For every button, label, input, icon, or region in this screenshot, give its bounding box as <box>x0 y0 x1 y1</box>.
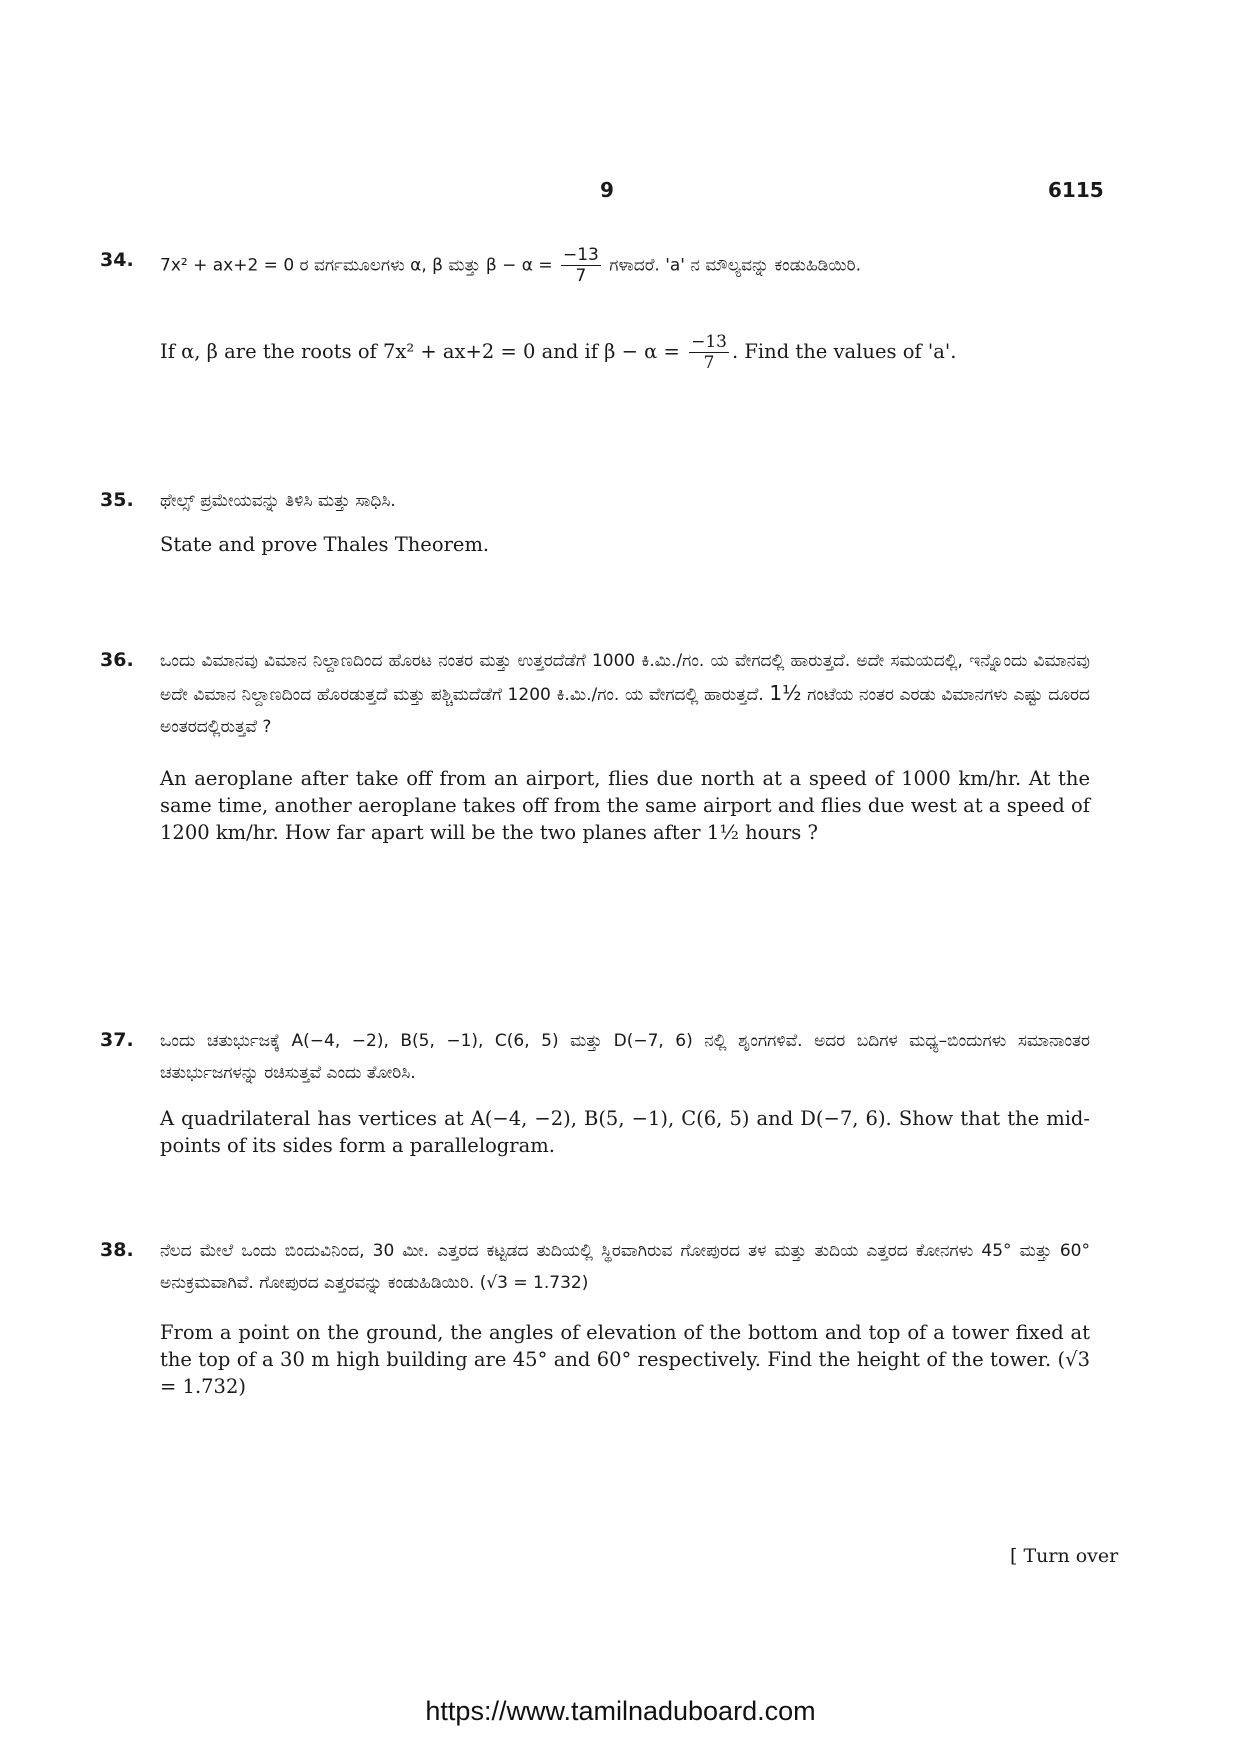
footer-url[interactable]: https://www.tamilnaduboard.com <box>425 1696 816 1726</box>
question-english: If α, β are the roots of 7x² + ax+2 = 0 and if β − α = $\frac{-13}{7}$ . Find the values of 'a'. <box>160 332 957 373</box>
question-number: 36. <box>100 649 134 671</box>
mixed-number: 1½ <box>769 681 802 705</box>
turn-over-note: [ Turn over <box>1010 1545 1119 1567</box>
question-37 <box>100 1025 1090 1159</box>
question-number: 34. <box>100 249 134 271</box>
question-kannada: ಒಂದು ವಿಮಾನವು ವಿಮಾನ ನಿಲ್ದಾಣದಿಂದ ಹೊರಟ ನಂತರ ಮತ್ತು ಉತ್ತರದೆಡೆಗೆ 1000 ಕಿ.ಮಿ./ಗಂ. ಯ ವೇಗದಲ್ಲಿ ಹಾರುತ್ತದೆ. ಅದೇ ಸಮಯದಲ್ಲಿ, ಇನ್ನೊಂದು ವಿಮಾನವು ಅದೇ ವಿಮಾನ ನಿಲ್ದಾಣದಿಂದ ಹೊರಡುತ್ತದೆ ಮತ್ತು ಪಶ್ಚಿಮದೆಡೆಗೆ 1200 ಕಿ.ಮಿ./ಗಂ. ಯ ವೇಗದಲ್ಲಿ ಹಾರುತ್ತದೆ. 1½ ಗಂಟೆಯ ನಂತರ ಎರಡು ವಿಮಾನಗಳು ಎಷ್ಟು ದೂರದ ಅಂತರದಲ್ಲಿರುತ್ತವೆ ? <box>160 651 1091 737</box>
question-35 <box>100 485 1090 558</box>
question-number: 35. <box>100 489 134 511</box>
mixed-number: 1½ <box>706 820 739 844</box>
question-english: State and prove Thales Theorem. <box>160 533 490 556</box>
question-english: An aeroplane after take off from an airport, flies due north at a speed of 1000 km/hr. At the same time, another aeroplane takes off from the same airport and flies due west at a speed of 1200 km/hr. How far apart will be the two planes after 1½ hours ? <box>160 767 1090 844</box>
paper-code: 6115 <box>1048 178 1104 202</box>
question-english: A quadrilateral has vertices at A(−4, −2), B(5, −1), C(6, 5) and D(−7, 6). Show that the mid-points of its sides form a parallelogram. <box>160 1107 1090 1157</box>
question-number: 38. <box>100 1239 134 1261</box>
question-kannada: 7x² + ax+2 = 0 ರ ವರ್ಗಮೂಲಗಳು α, β ಮತ್ತು β − α = $\frac{-13}{7}$ ಗಳಾದರೆ. 'a' ನ ಮೌಲ್ಯವನ್ನು ಕಂಡುಹಿಡಿಯಿರಿ. <box>160 245 861 286</box>
fraction: $\frac{-13}{7}$ <box>563 245 599 286</box>
question-number: 37. <box>100 1029 134 1051</box>
question-english: From a point on the ground, the angles of elevation of the bottom and top of a tower fixed at the top of a 30 m high building are 45° and 60° respectively. Find the height of the tower. (√3 = 1.732) <box>160 1321 1090 1398</box>
page-number: 9 <box>600 178 614 202</box>
question-38 <box>100 1235 1090 1400</box>
question-36 <box>100 645 1090 846</box>
question-kannada: ನೆಲದ ಮೇಲೆ ಒಂದು ಬಿಂದುವಿನಿಂದ, 30 ಮೀ. ಎತ್ತರದ ಕಟ್ಟಡದ ತುದಿಯಲ್ಲಿ ಸ್ಥಿರವಾಗಿರುವ ಗೋಪುರದ ತಳ ಮತ್ತು ತುದಿಯ ಎತ್ತರದ ಕೋನಗಳು 45° ಮತ್ತು 60° ಅನುಕ್ರಮವಾಗಿವೆ. ಗೋಪುರದ ಎತ್ತರವನ್ನು ಕಂಡುಹಿಡಿಯಿರಿ. (√3 = 1.732) <box>160 1241 1090 1293</box>
fraction: $\frac{-13}{7}$ <box>691 332 727 373</box>
question-kannada: ಒಂದು ಚತುರ್ಭುಜಕ್ಕೆ A(−4, −2), B(5, −1), C(6, 5) ಮತ್ತು D(−7, 6) ನಲ್ಲಿ ಶೃಂಗಗಳಿವೆ. ಅದರ ಬದಿಗಳ ಮಧ್ಯ–ಬಿಂದುಗಳು ಸಮಾನಾಂತರ ಚತುರ್ಭುಜಗಳನ್ನು ರಚಿಸುತ್ತವೆ ಎಂದು ತೋರಿಸಿ. <box>160 1031 1090 1083</box>
question-kannada: ಥೇಲ್ಸ್ ಪ್ರಮೇಯವನ್ನು ತಿಳಿಸಿ ಮತ್ತು ಸಾಧಿಸಿ. <box>160 491 396 511</box>
question-34 <box>100 245 1090 373</box>
